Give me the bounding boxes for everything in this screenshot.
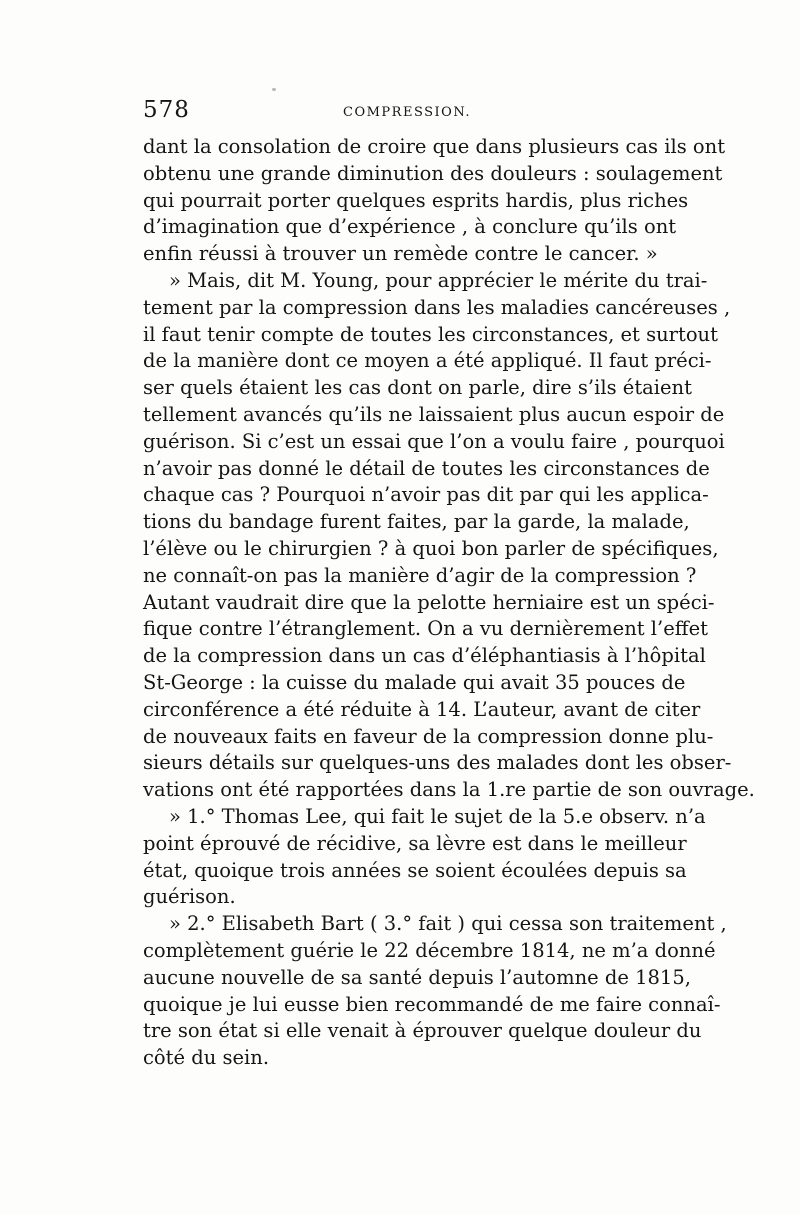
text-line: aucune nouvelle de sa santé depuis l’automne de 1815,: [143, 965, 691, 989]
text-line: tre son état si elle venait à éprouver quelque douleur du: [143, 1019, 702, 1043]
text-line: vations ont été rapportées dans la 1.re partie de son ouvrage.: [143, 778, 755, 802]
text-line: ser quels étaient les cas dont on parle, dire s’ils étaient: [143, 376, 692, 400]
text-line: guérison. Si c’est un essai que l’on a voulu faire , pourquoi: [143, 429, 725, 453]
text-line: l’élève ou le chirurgien ? à quoi bon parler de spécifiques,: [143, 536, 719, 560]
text-line: » 1.° Thomas Lee, qui fait le sujet de la 5.e observ. n’a: [169, 804, 706, 828]
text-line: côté du sein.: [143, 1046, 270, 1070]
running-head: [143, 97, 663, 127]
text-line: dant la consolation de croire que dans plusieurs cas ils ont: [143, 135, 726, 158]
text-line: sieurs détails sur quelques-uns des malades dont les obser-: [143, 751, 732, 775]
text-line: quoique je lui eusse bien recommandé de me faire connaî-: [143, 992, 721, 1016]
text-line: enfin réussi à trouver un remède contre le cancer. »: [143, 242, 658, 266]
text-line: de nouveaux faits en faveur de la compression donne plu-: [143, 724, 714, 748]
text-line: de la manière dont ce moyen a été appliqué. Il faut préci-: [143, 349, 712, 373]
text-line: complètement guérie le 22 décembre 1814, ne m’a donné: [143, 938, 716, 962]
text-line: tement par la compression dans les maladies cancéreuses ,: [143, 295, 731, 319]
text-line: » Mais, dit M. Young, pour apprécier le mérite du trai-: [169, 268, 708, 292]
text-line: obtenu une grande diminution des douleurs : soulagement: [143, 161, 723, 185]
text-line: ne connaît-on pas la manière d’agir de la compression ?: [143, 563, 697, 587]
running-title: COMPRESSION.: [343, 105, 471, 120]
text-line: » 2.° Elisabeth Bart ( 3.° fait ) qui cessa son traitement ,: [169, 912, 727, 936]
text-line: chaque cas ? Pourquoi n’avoir pas dit par qui les applica-: [143, 483, 709, 507]
text-line: état, quoique trois années se soient écoulées depuis sa: [143, 858, 687, 882]
text-line: de la compression dans un cas d’éléphantiasis à l’hôpital: [143, 644, 706, 668]
text-line: tellement avancés qu’ils ne laissaient plus aucun espoir de: [143, 402, 725, 426]
text-line: tions du bandage furent faites, par la garde, la malade,: [143, 510, 690, 534]
text-line: d’imagination que d’expérience , à conclure qu’ils ont: [143, 215, 677, 239]
text-line: Autant vaudrait dire que la pelotte herniaire est un spéci-: [143, 590, 715, 614]
text-line: St-George : la cuisse du malade qui avait 35 pouces de: [143, 670, 686, 694]
text-line: fique contre l’étranglement. On a vu dernièrement l’effet: [143, 617, 709, 641]
text-line: circonférence a été réduite à 14. L’auteur, avant de citer: [143, 697, 701, 721]
text-line: guérison.: [143, 885, 236, 909]
text-line: il faut tenir compte de toutes les circonstances, et surtout: [143, 322, 718, 346]
text-line: point éprouvé de récidive, sa lèvre est dans le meilleur: [143, 831, 687, 855]
ink-speck: [272, 88, 276, 91]
text-line: qui pourrait porter quelques esprits hardis, plus riches: [143, 188, 689, 212]
text-line: n’avoir pas donné le détail de toutes les circonstances de: [143, 456, 710, 480]
page-number: 578: [143, 97, 190, 123]
body-text: [143, 134, 755, 1072]
